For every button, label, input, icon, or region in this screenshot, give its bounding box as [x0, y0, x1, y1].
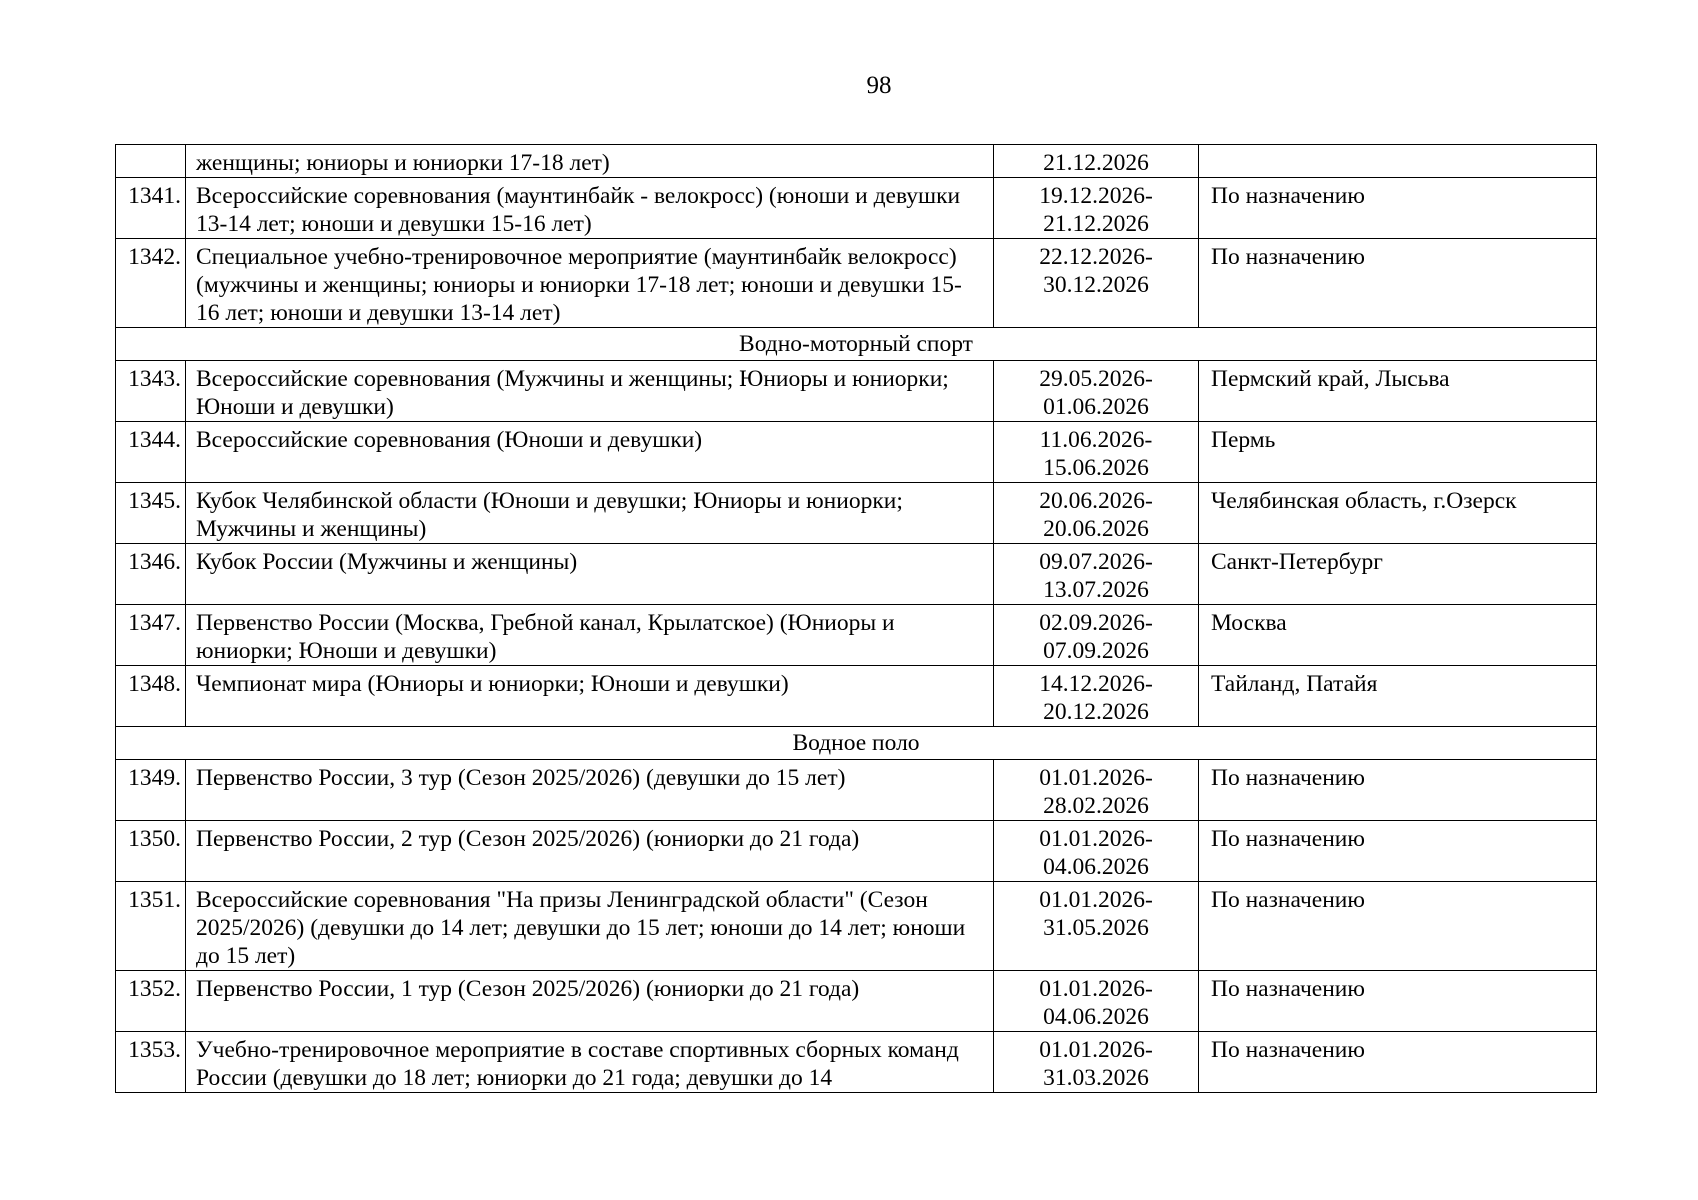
event-name: Кубок России (Мужчины и женщины)	[186, 544, 994, 605]
event-place: По назначению	[1199, 1032, 1597, 1093]
table-row	[116, 760, 1597, 821]
event-dates	[994, 483, 1199, 544]
table-row	[116, 666, 1597, 727]
event-place: По назначению	[1199, 882, 1597, 971]
date-start: 22.12.2026-	[1039, 244, 1153, 270]
event-place: Санкт-Петербург	[1199, 544, 1597, 605]
date-end: 31.03.2026	[1043, 1065, 1149, 1091]
date-end: 21.12.2026	[1043, 211, 1149, 237]
date-end: 30.12.2026	[1043, 272, 1149, 298]
row-number: 1351.	[116, 882, 186, 971]
event-name: Первенство России (Москва, Гребной канал, Крылатское) (Юниоры и юниорки; Юноши и девушки)	[186, 605, 994, 666]
date-start: 01.01.2026-	[1039, 887, 1153, 913]
table-row	[116, 178, 1597, 239]
table-row	[116, 239, 1597, 328]
event-dates	[994, 605, 1199, 666]
event-dates	[994, 361, 1199, 422]
section-title: Водное поло	[116, 727, 1597, 760]
table-row	[116, 483, 1597, 544]
event-place: Тайланд, Патайя	[1199, 666, 1597, 727]
events-table-body	[116, 145, 1597, 1093]
section-header-row	[116, 727, 1597, 760]
date-start: 01.01.2026-	[1039, 765, 1153, 791]
section-header-row	[116, 328, 1597, 361]
table-row	[116, 605, 1597, 666]
date-start: 09.07.2026-	[1039, 549, 1153, 575]
section-title: Водно-моторный спорт	[116, 328, 1597, 361]
row-number: 1345.	[116, 483, 186, 544]
page-number: 98	[866, 72, 892, 99]
date-start: 19.12.2026-	[1039, 183, 1153, 209]
row-number: 1343.	[116, 361, 186, 422]
event-name: Всероссийские соревнования (маунтинбайк - велокросс) (юноши и девушки 13-14 лет; юноши и девушки 15-16 лет)	[186, 178, 994, 239]
event-dates	[994, 1032, 1199, 1093]
event-name: Чемпионат мира (Юниоры и юниорки; Юноши и девушки)	[186, 666, 994, 727]
date-end: 04.06.2026	[1043, 854, 1149, 880]
event-name: Всероссийские соревнования (Мужчины и женщины; Юниоры и юниорки; Юноши и девушки)	[186, 361, 994, 422]
date-end: 28.02.2026	[1043, 793, 1149, 819]
row-number: 1349.	[116, 760, 186, 821]
event-name: Кубок Челябинской области (Юноши и девушки; Юниоры и юниорки; Мужчины и женщины)	[186, 483, 994, 544]
event-dates	[994, 239, 1199, 328]
events-table	[115, 144, 1597, 1093]
date-end: 04.06.2026	[1043, 1004, 1149, 1030]
table-row	[116, 422, 1597, 483]
event-dates	[994, 178, 1199, 239]
row-number: 1341.	[116, 178, 186, 239]
event-name: Учебно-тренировочное мероприятие в составе спортивных сборных команд России (девушки до 18 лет; юниорки до 21 года; девушки до 14	[186, 1032, 994, 1093]
event-dates	[994, 821, 1199, 882]
row-number: 1348.	[116, 666, 186, 727]
date-start: 01.01.2026-	[1039, 1037, 1153, 1063]
date-start: 29.05.2026-	[1039, 366, 1153, 392]
row-number: 1347.	[116, 605, 186, 666]
row-number: 1350.	[116, 821, 186, 882]
date-start: 20.06.2026-	[1039, 488, 1153, 514]
date-end: 13.07.2026	[1043, 577, 1149, 603]
row-number: 1346.	[116, 544, 186, 605]
date-end: 20.06.2026	[1043, 516, 1149, 542]
event-dates	[994, 544, 1199, 605]
event-dates	[994, 882, 1199, 971]
event-dates	[994, 666, 1199, 727]
table-row	[116, 145, 1597, 178]
event-place: По назначению	[1199, 971, 1597, 1032]
event-place: По назначению	[1199, 178, 1597, 239]
row-number: 1352.	[116, 971, 186, 1032]
event-name: женщины; юниоры и юниорки 17-18 лет)	[186, 145, 994, 178]
row-number: 1353.	[116, 1032, 186, 1093]
date-start: 11.06.2026-	[1039, 427, 1153, 453]
event-name: Первенство России, 3 тур (Сезон 2025/2026) (девушки до 15 лет)	[186, 760, 994, 821]
event-place: По назначению	[1199, 821, 1597, 882]
event-name: Всероссийские соревнования "На призы Ленинградской области" (Сезон 2025/2026) (девушки до 14 лет; девушки до 15 лет; юноши до 14 лет; юноши до 15 лет)	[186, 882, 994, 971]
row-number	[116, 145, 186, 178]
row-number: 1344.	[116, 422, 186, 483]
event-name: Первенство России, 1 тур (Сезон 2025/2026) (юниорки до 21 года)	[186, 971, 994, 1032]
event-place: По назначению	[1199, 239, 1597, 328]
event-name: Специальное учебно-тренировочное мероприятие (маунтинбайк велокросс) (мужчины и женщины; юниоры и юниорки 17-18 лет; юноши и девушки 15-16 лет; юноши и девушки 13-14 лет)	[186, 239, 994, 328]
date-start: 14.12.2026-	[1039, 671, 1153, 697]
table-row	[116, 971, 1597, 1032]
event-place	[1199, 145, 1597, 178]
event-place: По назначению	[1199, 760, 1597, 821]
table-row	[116, 1032, 1597, 1093]
table-row	[116, 361, 1597, 422]
event-place: Челябинская область, г.Озерск	[1199, 483, 1597, 544]
date-start: 21.12.2026	[1043, 150, 1149, 176]
date-start: 02.09.2026-	[1039, 610, 1153, 636]
event-dates	[994, 971, 1199, 1032]
date-start: 01.01.2026-	[1039, 976, 1153, 1002]
date-end: 31.05.2026	[1043, 915, 1149, 941]
date-start: 01.01.2026-	[1039, 826, 1153, 852]
event-dates	[994, 145, 1199, 178]
date-end: 07.09.2026	[1043, 638, 1149, 664]
row-number: 1342.	[116, 239, 186, 328]
event-dates	[994, 760, 1199, 821]
table-row	[116, 544, 1597, 605]
event-place: Пермский край, Лысьва	[1199, 361, 1597, 422]
event-place: Москва	[1199, 605, 1597, 666]
table-row	[116, 882, 1597, 971]
date-end: 01.06.2026	[1043, 394, 1149, 420]
event-place: Пермь	[1199, 422, 1597, 483]
event-name: Первенство России, 2 тур (Сезон 2025/2026) (юниорки до 21 года)	[186, 821, 994, 882]
date-end: 20.12.2026	[1043, 699, 1149, 725]
event-dates	[994, 422, 1199, 483]
event-name: Всероссийские соревнования (Юноши и девушки)	[186, 422, 994, 483]
table-row	[116, 821, 1597, 882]
date-end: 15.06.2026	[1043, 455, 1149, 481]
